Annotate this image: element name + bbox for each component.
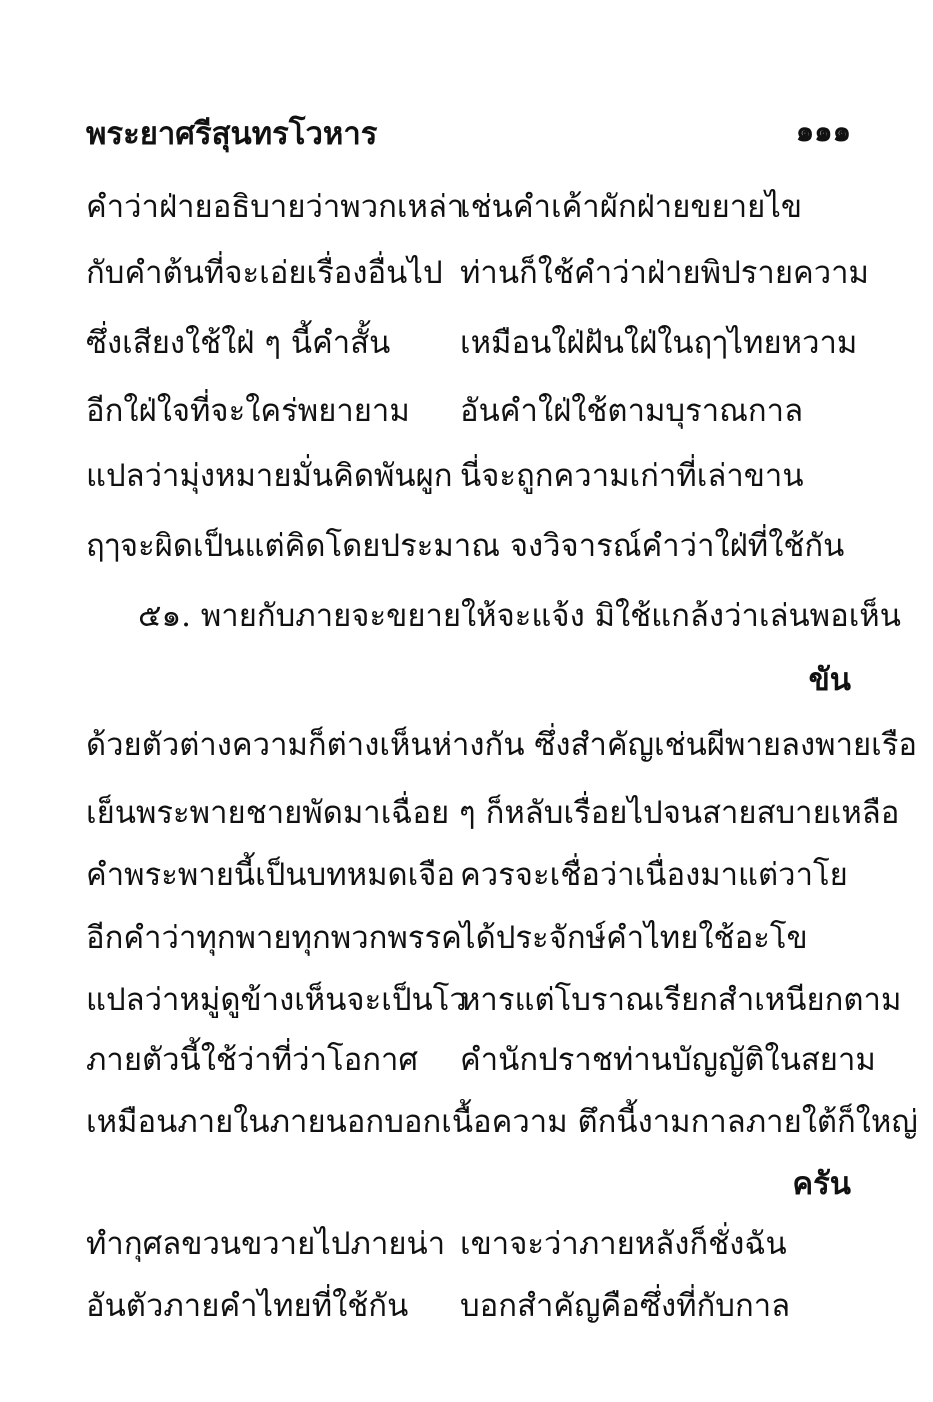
- verse-right: นี่จะถูกความเก่าที่เล่าขาน: [460, 458, 804, 494]
- verse-left: ภายตัวนี้ใช้ว่าที่ว่าโอกาศ: [86, 1042, 419, 1078]
- verse-left: ทำกุศลขวนขวายไปภายน่า: [86, 1226, 446, 1262]
- verse-left: กับคำต้นที่จะเอ่ยเรื่องอื่นไป: [86, 255, 443, 291]
- verse-line-tail: ครัน: [792, 1166, 851, 1202]
- verse-left: อีกใฝ่ใจที่จะใคร่พยายาม: [86, 393, 410, 429]
- verse-right: เช่นคำเค้าผักฝ่ายขยายไข: [460, 189, 803, 225]
- verse-line: เหมือนภายในภายนอกบอกเนื้อความ ตึกนี้งามกาลภายใต้ก็ใหญ่: [86, 1104, 918, 1140]
- verse-line: ฤๅจะผิดเป็นแต่คิดโดยประมาณ จงวิจารณ์คำว่าใฝ่ที่ใช้กัน: [86, 528, 845, 564]
- section-51-lead: ๕๑. พายกับภายจะขยายให้จะแจ้ง มิใช้แกล้งว่าเล่นพอเห็น: [138, 598, 901, 634]
- verse-left: แปลว่ามุ่งหมายมั่นคิดพันผูก: [86, 458, 453, 494]
- verse-left: แปลว่าหมู่ดูข้างเห็นจะเป็นโว: [86, 982, 467, 1018]
- verse-left: ซึ่งเสียงใช้ใฝ่ ๆ นี้คำสั้น: [86, 325, 391, 361]
- verse-left: อันตัวภายคำไทยที่ใช้กัน: [86, 1288, 409, 1324]
- verse-right: เหมือนใฝ่ฝันใฝ่ในฤๅไทยหวาม: [460, 325, 858, 361]
- verse-line: ด้วยตัวต่างความก็ต่างเห็นห่างกัน ซึ่งสำคัญเช่นผีพายลงพายเรือ: [86, 727, 918, 763]
- verse-right: เขาจะว่าภายหลังก็ชั่งฉัน: [460, 1226, 787, 1262]
- page-number: ๑๑๑: [795, 114, 851, 148]
- verse-left: อีกคำว่าทุกพายทุกพวกพรรค: [86, 920, 462, 956]
- verse-left: คำว่าฝ่ายอธิบายว่าพวกเหล่า: [86, 189, 465, 225]
- page-header-title: พระยาศรีสุนทรโวหาร: [86, 116, 378, 152]
- verse-line: เย็นพระพายชายพัดมาเฉื่อย ๆ ก็หลับเรื่อยไปจนสายสบายเหลือ: [86, 795, 900, 831]
- verse-left: คำพระพายนี้เป็นบทหมดเจือ: [86, 857, 456, 893]
- section-51-tail: ขัน: [808, 662, 851, 698]
- verse-right: อันคำใฝ่ใช้ตามบุราณกาล: [460, 393, 804, 429]
- verse-right: ได้ประจักษ์คำไทยใช้อะโข: [460, 920, 808, 956]
- verse-right: บอกสำคัญคือซึ่งที่กับกาล: [460, 1288, 791, 1324]
- verse-right: คำนักปราชท่านบัญญัติในสยาม: [460, 1042, 876, 1078]
- verse-right: ท่านก็ใช้คำว่าฝ่ายพิปรายความ: [460, 255, 869, 291]
- verse-right: หารแต่โบราณเรียกสำเหนียกตาม: [460, 982, 902, 1018]
- verse-right: ควรจะเชื่อว่าเนื่องมาแต่วาโย: [460, 857, 848, 893]
